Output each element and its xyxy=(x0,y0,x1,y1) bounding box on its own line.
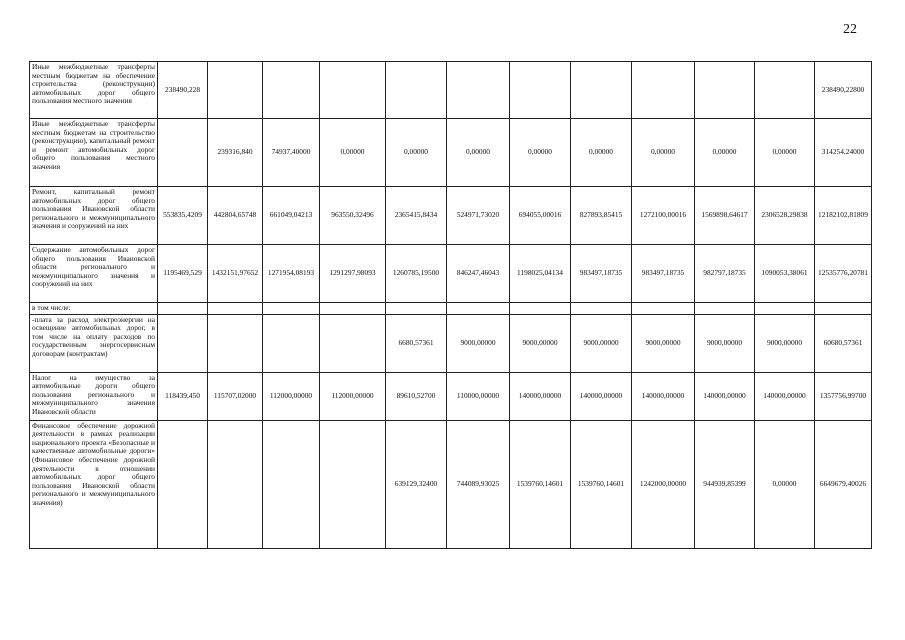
cell: 639129,32400 xyxy=(386,420,447,548)
cell xyxy=(320,420,386,548)
cell xyxy=(632,62,695,119)
cell: 1432151,97652 xyxy=(208,245,263,303)
cell: 140000,00000 xyxy=(632,372,695,420)
cell xyxy=(158,303,208,315)
total-cell: 60680,57361 xyxy=(815,314,872,372)
cell: 118439,450 xyxy=(158,372,208,420)
cell xyxy=(263,303,320,315)
cell xyxy=(158,420,208,548)
cell: 442804,65748 xyxy=(208,187,263,245)
cell: 2306528,29838 xyxy=(755,187,815,245)
cell xyxy=(447,303,510,315)
cell xyxy=(695,62,755,119)
cell: 112000,00000 xyxy=(263,372,320,420)
cell xyxy=(263,314,320,372)
cell xyxy=(755,303,815,315)
cell: 9000,00000 xyxy=(755,314,815,372)
cell: 694055,00016 xyxy=(510,187,571,245)
cell: 140000,00000 xyxy=(695,372,755,420)
cell: 239316,840 xyxy=(208,119,263,187)
cell xyxy=(447,62,510,119)
cell: 1539760,14601 xyxy=(571,420,632,548)
cell: 0,00000 xyxy=(755,119,815,187)
row-label: -плата за расход электроэнергии на освещение автомобильных дорог, в том числе на оплату расходов по государственным энергосервисным договорам (контрактам) xyxy=(30,314,158,372)
cell: 1272100,00016 xyxy=(632,187,695,245)
cell xyxy=(571,62,632,119)
table-row xyxy=(30,119,872,187)
cell: 112000,00000 xyxy=(320,372,386,420)
row-label: Содержание автомобильных дорог общего пользования Ивановской области регионального и межмуниципального значения и сооружений на них xyxy=(30,245,158,303)
cell xyxy=(755,62,815,119)
cell xyxy=(263,62,320,119)
cell: 6680,57361 xyxy=(386,314,447,372)
table-row xyxy=(30,303,872,315)
cell xyxy=(208,420,263,548)
cell: 0,00000 xyxy=(447,119,510,187)
cell xyxy=(510,62,571,119)
table-row xyxy=(30,62,872,119)
cell: 0,00000 xyxy=(571,119,632,187)
total-cell: 12535776,20781 xyxy=(815,245,872,303)
cell: 0,00000 xyxy=(320,119,386,187)
cell: 0,00000 xyxy=(755,420,815,548)
row-label: Иные межбюджетные трансферты местным бюджетам на обеспечение строительства (реконструкции) автомобильных дорог общего пользования местного значения xyxy=(30,62,158,119)
cell xyxy=(320,314,386,372)
cell: 0,00000 xyxy=(695,119,755,187)
row-label: Финансовое обеспечение дорожной деятельности в рамках реализации национального проекта «Безопасные и качественные автомобильные дороги» (Финансовое обеспечение дорожной деятельности в отношении автомобильных дорог общего пользования Ивановской области регионального и межмуниципального значения) xyxy=(30,420,158,548)
cell: 1291297,98093 xyxy=(320,245,386,303)
cell: 963550,32496 xyxy=(320,187,386,245)
cell xyxy=(632,303,695,315)
row-label: Ремонт, капитальный ремонт автомобильных дорог общего пользования Ивановской области регионального и межмуниципального значения и сооружений на них xyxy=(30,187,158,245)
row-label: Налог на имущество за автомобильные дороги общего пользования регионального и межмуниципального значения Ивановской области xyxy=(30,372,158,420)
cell xyxy=(320,62,386,119)
table-row xyxy=(30,245,872,303)
cell xyxy=(510,303,571,315)
cell: 140000,00000 xyxy=(571,372,632,420)
cell: 661049,04213 xyxy=(263,187,320,245)
cell: 238490,228 xyxy=(158,62,208,119)
cell: 115707,02000 xyxy=(208,372,263,420)
total-cell: 238490,22800 xyxy=(815,62,872,119)
cell: 0,00000 xyxy=(386,119,447,187)
total-cell: 6649679,40026 xyxy=(815,420,872,548)
cell: 983497,18735 xyxy=(632,245,695,303)
cell: 744089,93025 xyxy=(447,420,510,548)
cell: 9000,00000 xyxy=(571,314,632,372)
cell: 2365415,8434 xyxy=(386,187,447,245)
cell: 74937,40000 xyxy=(263,119,320,187)
cell: 1195469,529 xyxy=(158,245,208,303)
cell: 1242000,00000 xyxy=(632,420,695,548)
cell: 983497,18735 xyxy=(571,245,632,303)
cell: 140000,00000 xyxy=(510,372,571,420)
total-cell: 1357756,99700 xyxy=(815,372,872,420)
cell: 0,00000 xyxy=(632,119,695,187)
cell: 982797,18735 xyxy=(695,245,755,303)
cell xyxy=(320,303,386,315)
cell: 1539760,14601 xyxy=(510,420,571,548)
table-row xyxy=(30,314,872,372)
total-cell: 314254,24000 xyxy=(815,119,872,187)
page-number: 22 xyxy=(843,22,857,37)
cell xyxy=(386,62,447,119)
cell: 524971,73020 xyxy=(447,187,510,245)
row-label: Иные межбюджетные трансферты местным бюджетам на строительство (реконструкцию), капитальный ремонт и ремонт автомобильных дорог общего пользования местного значения xyxy=(30,119,158,187)
cell xyxy=(263,420,320,548)
cell xyxy=(158,119,208,187)
cell: 9000,00000 xyxy=(632,314,695,372)
cell: 553835,4209 xyxy=(158,187,208,245)
cell: 140000,00000 xyxy=(755,372,815,420)
cell: 1271954,08193 xyxy=(263,245,320,303)
cell: 110000,00000 xyxy=(447,372,510,420)
cell: 1198025,04134 xyxy=(510,245,571,303)
row-label: в том числе: xyxy=(30,303,158,315)
cell: 9000,00000 xyxy=(695,314,755,372)
cell xyxy=(695,303,755,315)
table-row xyxy=(30,187,872,245)
cell: 827893,85415 xyxy=(571,187,632,245)
cell xyxy=(158,314,208,372)
cell xyxy=(208,303,263,315)
cell: 1260785,19500 xyxy=(386,245,447,303)
table-row xyxy=(30,420,872,548)
budget-table xyxy=(29,61,872,549)
total-cell: 12182102,81809 xyxy=(815,187,872,245)
cell xyxy=(386,303,447,315)
table-row xyxy=(30,372,872,420)
cell: 944939,85399 xyxy=(695,420,755,548)
cell xyxy=(208,62,263,119)
cell: 1090053,38061 xyxy=(755,245,815,303)
cell xyxy=(208,314,263,372)
cell: 1569898,64617 xyxy=(695,187,755,245)
cell: 89610,52700 xyxy=(386,372,447,420)
total-cell xyxy=(815,303,872,315)
cell: 0,00000 xyxy=(510,119,571,187)
cell: 9000,00000 xyxy=(510,314,571,372)
cell: 846247,46043 xyxy=(447,245,510,303)
cell: 9000,00000 xyxy=(447,314,510,372)
cell xyxy=(571,303,632,315)
